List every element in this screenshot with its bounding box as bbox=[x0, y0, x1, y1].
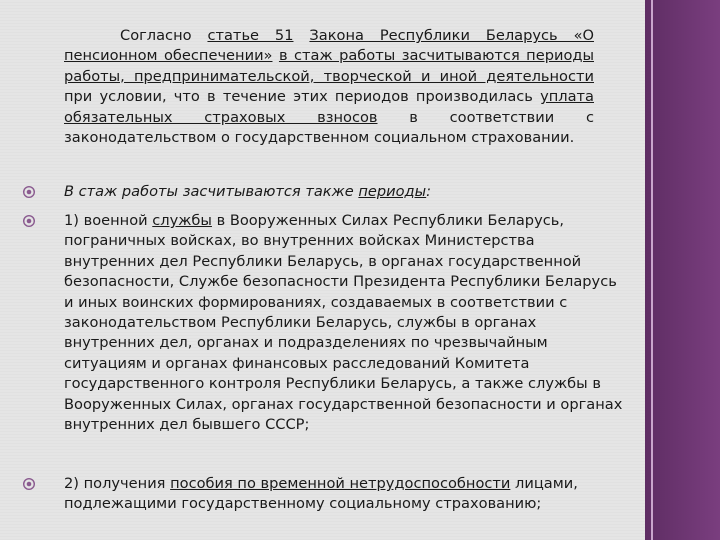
article-link[interactable]: статье 51 bbox=[207, 27, 294, 44]
circle-bullet-icon bbox=[22, 214, 36, 228]
intro-paragraph bbox=[64, 26, 594, 148]
stazh-link[interactable]: в стаж работы засчитываются периоды работы, предпринимательской, творческой и иной деятельности bbox=[64, 47, 594, 85]
periods-link[interactable]: периоды bbox=[358, 183, 427, 200]
bullet-text bbox=[64, 474, 624, 515]
payment-link[interactable]: уплата обязательных страховых взносов bbox=[64, 88, 594, 126]
intro-text-5: в соответствии с законодательством о государственном социальном страховании. bbox=[64, 108, 594, 147]
circle-bullet-icon bbox=[22, 185, 36, 199]
purple-side-bar bbox=[645, 0, 720, 540]
bullet-text bbox=[64, 182, 624, 202]
benefit-link[interactable]: пособия по временной нетрудоспособности bbox=[170, 475, 511, 492]
bullet-text bbox=[64, 211, 624, 435]
bullet-pre-text: 1) военной bbox=[64, 212, 153, 229]
service-link[interactable]: службы bbox=[152, 212, 212, 229]
side-bar-divider-line bbox=[651, 0, 653, 540]
bullet-pre-text: В стаж работы засчитываются также bbox=[64, 183, 359, 200]
bullet-post-text: в Вооруженных Силах Республики Беларусь, пограничных войсках, во внутренних войсках Министерства внутренних дел Республики Беларусь, в органах государственной безопасности, Службе безопасности Президента Республики Беларусь и иных воинских формированиях, создаваемых в соответствии с законодательством Республики Беларусь, службы в органах внутренних дел, органах и подразделениях по чрезвычайным ситуациям и органах финансовых расследований Комитета государственного контроля Республики Беларусь, а также службы в Вооруженных Силах, органах государственной безопасности и органах внутренних дел бывшего СССР; bbox=[64, 212, 623, 434]
intro-text-4: при условии, что в течение этих периодов производилась bbox=[64, 88, 541, 106]
circle-bullet-icon bbox=[22, 477, 36, 491]
bullet-post-text: лицами, подлежащими государственному социальному страхованию; bbox=[64, 475, 578, 513]
intro-text-2 bbox=[294, 27, 310, 44]
law-link[interactable]: Закона Республики Беларусь «О пенсионном обеспечении» bbox=[64, 27, 594, 65]
bullet-post-text: : bbox=[426, 183, 432, 200]
bullet-pre-text: 2) получения bbox=[64, 475, 171, 492]
intro-text-1: Согласно bbox=[120, 27, 208, 44]
